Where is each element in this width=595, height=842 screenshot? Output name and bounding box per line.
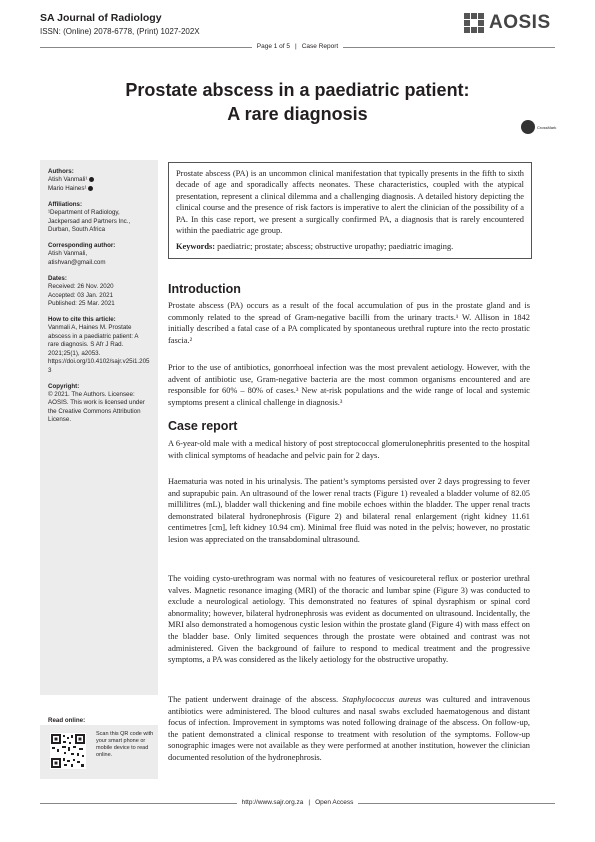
read-online-box (40, 717, 158, 779)
journal-name: SA Journal of Radiology (40, 12, 162, 24)
intro-paragraph-1: Prostate abscess (PA) occurs as a result of the focal accumulation of pus in the prostate gland and is commonly related to the spread of Gram-negative bacilli from the urinary tracts.¹ W. Allison in 1842 initially described a fatal case of a PA complicated by spontaneous urethral rupture into the recto prostatic fascia.² (168, 301, 530, 345)
dates-label: Dates: (48, 274, 67, 282)
corresponding-email[interactable]: atishvan@gmail.com (48, 258, 106, 266)
qr-code-icon[interactable] (50, 733, 86, 769)
article-info-sidebar (40, 160, 158, 695)
page-number: Page 1 of 5 (252, 43, 295, 50)
publisher-name: AOSIS (489, 12, 551, 33)
title-line-2: A rare diagnosis (227, 104, 368, 124)
case-paragraph-2: Haematuria was noted in his urinalysis. The patient’s symptoms persisted over 2 days progressing to fever and suprapubic pain. An ultrasound of the lower renal tracts (Figure 1) revealed a bladder volume of 82.05 millilitres (mL), bladder wall thickening and fine mobile echoes within the bladder. The upper renal tracts demonstrated bilateral hydronephrosis (Figure 2) and bilateral renal enlargement (right kidney 11.61 centimetres [cm], left kidney 10.94 cm). Minimal free fluid was noted in the pelvis; however, no prostatic lesion was appreciated on the transabdominal ultrasound. (168, 477, 530, 544)
case-paragraph-1: A 6-year-old male with a medical history of post streptococcal glomerulonephritis presented to the hospital with clinical symptoms of headache and pelvic pain for 2 days. (168, 439, 530, 460)
read-online-instructions: Scan this QR code with your smart phone or mobile device to read online. (96, 731, 154, 758)
open-access-label: Open Access (310, 799, 358, 806)
affiliations-label: Affiliations: (48, 200, 83, 208)
aosis-logo-icon (463, 12, 485, 34)
case-paragraph-3: The voiding cysto-urethrogram was normal with no features of vesicoureteral reflux or posterior urethral valves. Magnetic resonance imaging (MRI) of the thoracic and lumbar spine (Figure 3) was conducted to exclude a neurological aetiology. This demonstrated no features of spinal dysraphism or spinal cord abnormality; however, bilateral hydronephrosis was evident as documented on ultrasound. Incidentally, the MRI also demonstrated a homogenous cystic lesion within the prostate gland (Figure 4) with mass effect on the bladder base. Only limited sequences through the prostate were obtained and contrast was not administered. Given the background of failure to respond to medical treatment and the progressive symptoms, a PA was considered as the likely aetiology for the obstructive uropathy. (168, 574, 530, 665)
heading-introduction: Introduction (168, 282, 241, 296)
crossmark-badge[interactable] (521, 120, 556, 134)
crossmark-icon (521, 120, 535, 134)
heading-case-report: Case report (168, 419, 238, 433)
keywords (176, 241, 524, 252)
copyright-text: © 2021. The Authors. Licensee: AOSIS. This work is licensed under the Creative Commons Attribution License. (48, 390, 145, 424)
intro-paragraph-2: Prior to the use of antibiotics, gonorrhoeal infection was the most prevalent aetiology. However, with the advent of antibiotic use, Gram-negative bacteria are the most common organisms encountered and are responsible for 60% – 80% of cases.³ New at-risk populations and the wide range of local and systemic symptoms present a clinical challenge in diagnosis.³ (168, 363, 530, 407)
authors-label: Authors: (48, 168, 74, 175)
citation: Vanmali A, Haines M. Prostate abscess in a paediatric patient: A rare diagnosis. S Afr J Rad. 2021;25(1), a2053. https://doi.org/10.4102/sajr.v25i1.2053 (48, 324, 150, 374)
author-1: Atish Vanmali¹ (48, 176, 150, 184)
page-info: Page 1 of 5 | Case Report (0, 43, 595, 50)
species-name: Staphylococcus aureus (342, 695, 422, 704)
article-type: Case Report (297, 43, 344, 50)
aosis-logo[interactable] (463, 12, 551, 34)
orcid-icon[interactable] (88, 186, 93, 191)
crossmark-label: CrossMark (537, 124, 557, 130)
date-accepted: Accepted: 03 Jan. 2021 (48, 291, 114, 299)
author-2: Mario Haines¹ (48, 185, 150, 193)
title-line-1: Prostate abscess in a paediatric patient: (125, 80, 470, 100)
corresponding-label: Corresponding author: (48, 242, 116, 250)
article-title (60, 78, 535, 126)
date-received: Received: 26 Nov. 2020 (48, 283, 114, 291)
copyright-label: Copyright: (48, 382, 80, 390)
footer (0, 799, 595, 806)
read-online-label: Read online: (48, 717, 86, 724)
journal-url[interactable]: http://www.sajr.org.za (237, 799, 309, 806)
date-published: Published: 25 Mar. 2021 (48, 300, 115, 308)
orcid-icon[interactable] (89, 177, 94, 182)
case-paragraph-4: The patient underwent drainage of the abscess. Staphylococcus aureus was cultured and intravenous antibiotics were administered. The blood cultures and nasal swabs excluded haematogenous and distant focus of infection. Improvement in symptoms was noted following drainage of the abscess. On follow-up, the patient demonstrated a clinical response to treatment with resolution of the symptoms. Follow-up sonographic images were not available as they were performed at another institution, however the clinician documented resolution of the hydronephrosis. (168, 695, 530, 762)
affiliation: ¹Department of Radiology, Jackpersad and Partners Inc., Durban, South Africa (48, 209, 131, 234)
cite-label: How to cite this article: (48, 316, 116, 324)
corresponding-name: Atish Vanmali, (48, 250, 88, 258)
abstract-box (168, 162, 532, 259)
keywords-list: paediatric; prostate; abscess; obstructive uropathy; paediatric imaging. (217, 242, 454, 252)
keywords-label: Keywords: (176, 242, 216, 252)
abstract-text: Prostate abscess (PA) is an uncommon clinical manifestation that typically presents in the fifth to sixth decade of age and sporadically affects neonates. These characteristics, coupled with the atypical presentation, represent a clinical dilemma and a challenging diagnosis. A detailed history depicting the clinical course and the presence of risk factors is imperative to alert the clinician of the possibility of a PA. In this case report, we present a surgically confirmed PA, a diagnosis that is rarely encountered within the paediatric age group. (176, 169, 524, 236)
issn: ISSN: (Online) 2078-6778, (Print) 1027-202X (40, 27, 200, 36)
